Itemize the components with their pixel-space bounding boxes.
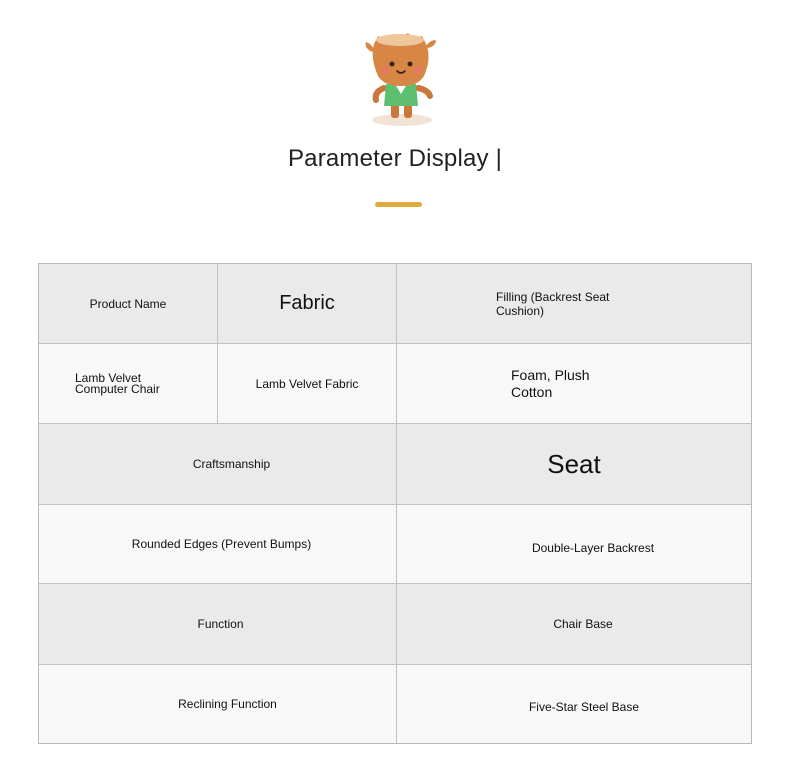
fabric-value: Lamb Velvet Fabric — [255, 376, 359, 391]
table-row — [39, 264, 751, 344]
filling-value: Foam, Plush Cotton — [511, 366, 590, 400]
table-row — [39, 584, 751, 665]
table-cell — [39, 424, 396, 504]
product-name-label: Product Name — [89, 296, 167, 311]
tree-stump-mascot-icon — [360, 28, 442, 128]
function-value: Reclining Function — [178, 697, 277, 711]
table-cell — [396, 505, 751, 583]
function-label: Function — [197, 617, 244, 631]
table-cell — [217, 344, 396, 423]
table-cell — [39, 665, 396, 743]
table-cell — [39, 505, 396, 583]
craftsmanship-label: Craftsmanship — [192, 457, 271, 471]
table-cell — [39, 584, 396, 664]
filling-label: Filling (Backrest Seat Cushion) — [496, 289, 610, 318]
chair-base-value: Five-Star Steel Base — [528, 700, 640, 714]
table-cell — [396, 344, 751, 423]
parameter-table — [38, 263, 752, 744]
table-cell — [217, 264, 396, 343]
table-cell — [396, 264, 751, 343]
table-row — [39, 505, 751, 584]
table-cell — [396, 584, 751, 664]
table-cell — [396, 665, 751, 743]
fabric-label: Fabric — [279, 292, 335, 314]
table-cell — [39, 344, 217, 423]
table-row — [39, 424, 751, 505]
chair-base-label: Chair Base — [553, 617, 613, 631]
page-title: Parameter Display | — [287, 145, 503, 172]
seat-value: Double-Layer Backrest — [531, 541, 655, 555]
craftsmanship-value: Rounded Edges (Prevent Bumps) — [131, 537, 312, 551]
table-row — [39, 344, 751, 424]
seat-label: Seat — [547, 448, 601, 479]
table-row — [39, 665, 751, 743]
title-underline — [375, 202, 422, 207]
table-cell — [39, 264, 217, 343]
table-cell — [396, 424, 751, 504]
product-name-value: Lamb Velvet Computer Chair — [75, 370, 160, 396]
